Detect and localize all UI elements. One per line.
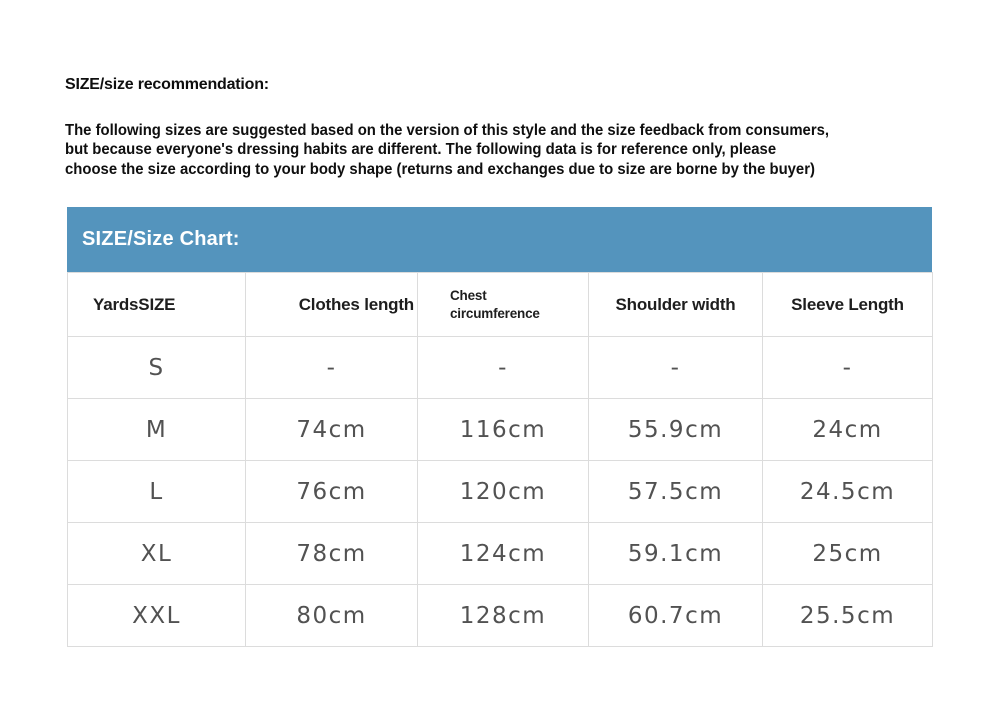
column-header-clothes-length: Clothes length [246,273,418,337]
table-row-xl [68,523,933,585]
sleeve-cell: 25cm [763,523,933,585]
chest-cell: - [418,337,589,399]
table-row-xxl [68,585,933,647]
column-header-chest-circumference-label: Chest circumference [450,287,540,321]
clothes-length-cell: 76cm [246,461,418,523]
page-title: SIZE/size recommendation: [65,76,269,93]
shoulder-cell: 57.5cm [589,461,763,523]
size-cell: XL [68,523,246,585]
size-cell: XXL [68,585,246,647]
table-row-m [68,399,933,461]
sleeve-cell: 25.5cm [763,585,933,647]
size-disclaimer [65,121,829,179]
shoulder-cell: - [589,337,763,399]
column-header-yards-size: YardsSIZE [68,273,246,337]
chest-cell: 116cm [418,399,589,461]
sleeve-cell: 24.5cm [763,461,933,523]
size-cell: M [68,399,246,461]
size-chart-header-bar [67,207,932,272]
shoulder-cell: 55.9cm [589,399,763,461]
disclaimer-line-3: choose the size according to your body shape (returns and exchanges due to size are borne by the buyer) [65,160,815,178]
size-cell: L [68,461,246,523]
column-header-shoulder-width: Shoulder width [589,273,763,337]
shoulder-cell: 59.1cm [589,523,763,585]
size-chart-header-title: SIZE/Size Chart: [82,228,240,250]
chest-cell: 128cm [418,585,589,647]
column-header-sleeve-length: Sleeve Length [763,273,933,337]
disclaimer-line-1: The following sizes are suggested based on the version of this style and the size feedback from consumers, [65,122,830,139]
clothes-length-cell: 80cm [246,585,418,647]
sleeve-cell: - [763,337,933,399]
table-row-s [68,337,933,399]
size-cell: S [68,337,246,399]
chest-cell: 120cm [418,461,589,523]
clothes-length-cell: 78cm [246,523,418,585]
chest-cell: 124cm [418,523,589,585]
sleeve-cell: 24cm [763,399,933,461]
shoulder-cell: 60.7cm [589,585,763,647]
table-row-l [68,461,933,523]
clothes-length-cell: - [246,337,418,399]
clothes-length-cell: 74cm [246,399,418,461]
disclaimer-line-2: but because everyone's dressing habits are different. The following data is for reference only, please [65,141,777,159]
table-header-row [68,273,933,337]
column-header-chest-circumference [418,273,589,337]
size-chart-table [67,272,933,647]
